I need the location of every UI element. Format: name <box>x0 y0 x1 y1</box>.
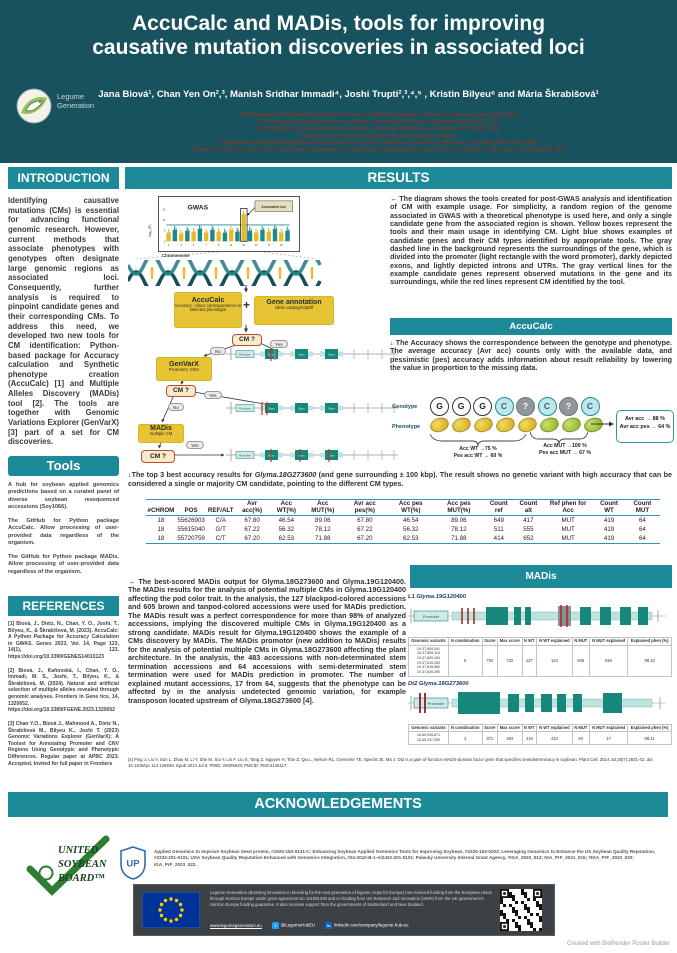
yellow-seed-icon <box>450 415 472 434</box>
accucalc-node <box>174 292 242 328</box>
madis-table-header <box>409 638 672 646</box>
authors-line: Jana Biová¹, Chan Yen On²,³, Manish Sridhar Immadi⁴, Joshi Trupti²,³,⁴,⁵ , Kristin Bilyeu⁶ and Mária Škrabišová¹ <box>98 89 599 100</box>
table-cell: 605 <box>572 645 589 676</box>
usb-text: BOARD™ <box>58 873 105 884</box>
table-cell: 67.20 <box>357 535 373 542</box>
madis-table-header <box>409 724 672 732</box>
col-header: Ref phen for Acc <box>549 500 587 514</box>
genotype-allele: C <box>538 397 557 416</box>
table-cell: 64 <box>638 526 646 533</box>
table-cell: 67.22 <box>357 526 373 533</box>
qr-code <box>500 889 542 931</box>
table-cell: 71.88 <box>315 535 331 542</box>
promoter-label: Promoter <box>427 700 445 706</box>
twitter-handle[interactable] <box>272 922 315 929</box>
list-item: 5 Department of Health Management and Informatics, School of Medicine, University of Missouri, Columbia, MO, 65212, USA <box>219 139 538 146</box>
linkedin-text: linkedin.com/company/legume-hub-eu <box>334 922 409 928</box>
col-header: Explained phen (%) <box>628 638 672 646</box>
col-header: N combination <box>448 638 482 646</box>
table-cell: 419 <box>603 526 615 533</box>
table-cell: 78.12 <box>451 526 467 533</box>
acknowledgements-text: Applied Genomics to Improve Soybean Seed protein, #1920-152-0131-C; Enhancing Soybean Applied Genomics Tools for Improving Soybean, #2220-152-0202; Leveraging Genomics to Enhance the US Soybean Quality Reputation, #2232-201-0101; USA Soybean Quality Reputation Enhanced with Genomics Integration, #24-2010-B-1-A/2432-201-0101; Palacký University Internal Grant Agency, #IGA_2020_013; IGA_PrF_2021_015; #IGA_PrF_2022_020; IGA_PrF_2023_022. <box>154 849 656 867</box>
gene-model-dt2 <box>408 688 672 718</box>
phenotype-row-label: Phenotype <box>392 424 421 430</box>
col-header: Count MUT <box>633 500 652 514</box>
list-item: A hub for soybean applied genomics predictions based on a curated panel of diverse soybean resequenced accessions (Soy1066). <box>8 482 119 510</box>
table-cell: 56.32 <box>403 526 419 533</box>
list-item: 19-37,809,119 <box>417 651 440 656</box>
table-cell: MUT <box>561 535 575 542</box>
table-cell: MUT <box>561 517 575 524</box>
tools-heading: Tools <box>8 456 119 476</box>
col-header: N MUT explained <box>589 724 627 732</box>
genomic-variants-cell <box>409 732 449 744</box>
accucalc-node-subtitle: Accuracy - direct correspondence to selected phenotype <box>174 303 242 313</box>
list-item: 3 MU Data Science and Informatics Institute, University of Missouri, Columbia, MO, 65212, USA <box>257 125 500 132</box>
table-row <box>146 534 660 544</box>
results-intro-text: ← The diagram shows the tools created for post-GWAS analysis and identification of CM with example usage. For simplicity, a random region of the genome associated in GWAS with a theoretical phenotype is used here, and only a single candidate gene from the associated region is shown. Yellow boxes represent the tools and their main usage in identifying CM. Light blue shows examples of candidate genes and their CM types identified by appropriate tools. The gray dashed line in the background represents the surroundings of the gene, which is divided into the promoter (light rectangle with the word promoter), darkly depicted exons, and lightly depicted introns and UTRs. The gray vertical lines for the example candidate genes represent observed mutations in the gene and its surroundings, while the red lines represent CM identified by the tool. <box>390 194 672 287</box>
figure-arrow <box>591 420 615 428</box>
table-cell: 17 <box>589 732 627 744</box>
x-tick: 19 <box>279 243 283 247</box>
accucalc-section-heading: AccuCalc <box>390 318 672 335</box>
yes-branch-label: Yes <box>186 441 204 449</box>
table-cell: 46.54 <box>403 517 419 524</box>
usb-text: UNITED <box>58 845 99 856</box>
table-row <box>146 525 660 534</box>
table-cell: 67.80 <box>244 517 260 524</box>
promoter-label: Promoter <box>422 613 440 619</box>
madis-figures <box>408 593 672 749</box>
madis-node <box>138 424 184 443</box>
reference-footnote: [4] Ping J, Liu Y, Sun L, Zhao M, Li Y, She M, Sui Y, Lin F, Liu X, Tang Z, Nguyen H, Tian Z, Qiu L, Nelson RL, Clemente TE, Specht JE, Ma J. Dt2 is a gain-of-function MADS-domain factor gene that specifies semideterminacy in soybean. Plant Cell. 2014 Jul;26(7):2831-42. doi: 10.1105/tpc.114.126938. Epub 2014 Jul 8. PMID: 25005919; PMCID: PMC4145117. <box>128 757 654 768</box>
table-cell: 46.54 <box>278 517 295 524</box>
list-item: 19-37,809,091 <box>416 646 441 651</box>
genotype-allele: C <box>581 397 600 416</box>
col-header: Acc pes WT(%) <box>398 500 423 514</box>
col-header: REF/ALT <box>207 506 234 514</box>
col-header: #CHROM <box>147 506 175 514</box>
table-cell: 594 <box>589 645 627 676</box>
y-tick: 10 <box>162 219 166 223</box>
col-header: Genomic variants <box>409 638 449 646</box>
table-cell: 88.41 <box>628 732 672 744</box>
x-tick: 15 <box>254 243 258 247</box>
table-cell: 67.80 <box>357 517 373 524</box>
table-cell: 67.20 <box>244 535 260 542</box>
twitter-icon: t <box>272 922 279 929</box>
genotype-allele: C <box>495 397 514 416</box>
table-cell: C/T <box>215 535 226 542</box>
col-header: POS <box>184 506 198 514</box>
col-header: Count alt <box>519 500 538 514</box>
affiliations <box>130 112 627 153</box>
table-cell: 419 <box>603 535 615 542</box>
genvarx-subtitle: Promoter; CNV <box>168 367 200 372</box>
table-cell: 71.88 <box>451 535 467 542</box>
col-header: Avr acc pes(%) <box>353 500 376 514</box>
gene-figure-label: L1 Glyma.19G120400 <box>408 594 467 600</box>
list-item: 19-37,819,283 <box>416 660 441 665</box>
list-item: [3] Chan Y.O., Biová J., Mahmood A., Dietz N., Škrabišová M., Bilyeu K., Joshi T. (2023) Genomic Variations Explorer (GenVarX): A Toolset for Annotating Promoter and CNV Regions Using Genotypic and Phenotypic Differences. Regular paper at APBC 2023. Accepted. Invited for full paper in Frontiers <box>8 720 119 767</box>
table-cell: 704 <box>482 645 497 676</box>
table-cell: 511 <box>493 526 504 533</box>
col-header: N MUT explained <box>589 638 627 646</box>
table-cell: C/A <box>215 517 226 524</box>
table-cell: 410 <box>536 732 572 744</box>
table-cell: 732 <box>497 645 522 676</box>
acc-wt-value: Acc WT →75 % <box>459 446 497 452</box>
accucalc-node-title: AccuCalc <box>191 295 225 304</box>
table-cell: 62.53 <box>403 535 419 542</box>
yellow-seed-icon <box>428 415 450 434</box>
col-header: Count WT <box>600 500 618 514</box>
up-monogram: UP <box>126 858 140 870</box>
x-tick: 11 <box>229 243 233 247</box>
palacky-university-logo <box>120 846 146 880</box>
footer-links <box>210 922 408 929</box>
x-tick: 5 <box>192 243 195 247</box>
cm-question-box-1: CM ? <box>232 334 262 346</box>
table-cell: 652 <box>523 535 534 542</box>
col-header: N WT <box>522 638 536 646</box>
table-cell: 62.53 <box>278 535 295 542</box>
col-header: Max score <box>497 724 522 732</box>
table-cell: 18 <box>157 517 165 524</box>
table-row <box>409 732 672 744</box>
col-header: Explained phen (%) <box>628 724 672 732</box>
legume-generation-logo-text <box>57 93 94 110</box>
genotype-row-label: Genotype <box>392 404 418 410</box>
table-cell: 6 <box>448 645 482 676</box>
list-item: The GitHub for Python package AccuCalc. Allow processing of user-provided data regardless of the organism. <box>8 518 119 546</box>
introduction-body: Identifying causative mutations (CMs) is essential for advancing functional genomic research. However, current methods that associate phenotypes with genotypes often designate large genomic regions as associated loci. Consequently, further analysis is required to pinpoint candidate genes and their corresponding CMs. To address this need, we developed two new tools for CM identification: Python-based package for Accuracy calculation and Synthetic phenotype creation (AccuCalc) [1] and Multiple Alleles Discovery (MADis) tool [2]. The tools are together with Genomic Variations Explorer (GenVarX) [3] part of a set for CM discoveries. <box>8 196 119 447</box>
plus-sign: + <box>243 298 251 312</box>
yellow-seed-icon <box>472 415 494 434</box>
table-cell: 124 <box>536 645 572 676</box>
pes-acc-mut-value: Pes acc MUT → 67 % <box>539 450 591 457</box>
top3-accuracy-caption <box>128 471 672 488</box>
no-branch-label: No <box>168 403 184 411</box>
table-cell: 419 <box>522 732 536 744</box>
madis-section-heading: MADis <box>410 565 672 588</box>
gene-annotation-node <box>254 296 334 325</box>
col-header: N WT explained <box>536 638 572 646</box>
results-heading: RESULTS <box>125 167 672 189</box>
gene-annotation-title: Gene annotation <box>266 299 322 306</box>
list-item: 4 Department of Electrical Engineering and Computer Science <box>298 132 459 139</box>
y-tick: 0 <box>164 240 166 244</box>
col-header: N WT <box>522 724 536 732</box>
accuracy-figure <box>390 394 672 472</box>
table-cell: 64 <box>638 517 646 524</box>
x-tick: 7 <box>205 243 207 247</box>
table-cell: 56.32 <box>278 526 295 533</box>
manhattan-bars <box>166 209 289 247</box>
mut-accuracy-labels <box>528 443 602 457</box>
gwas-manhattan-plot <box>158 196 300 252</box>
linkedin-icon: in <box>326 923 331 928</box>
list-item: The GitHub for Python package MADis. Allow processing of user-provided data regardless of the organism. <box>8 554 119 575</box>
col-header: N MUT <box>572 724 589 732</box>
madis-node-title: MADis <box>150 425 172 432</box>
gene-model-accucalc <box>226 348 398 360</box>
table-cell: 127 <box>522 645 536 676</box>
dna-helix-icon <box>128 260 324 286</box>
list-item: 6 Plant Genetics Research Unit, United States Department of Agriculture-Agricultural Research Service, University of Missouri, Columbia MO, USA <box>190 146 567 153</box>
no-branch-label: No <box>210 347 226 355</box>
gene-name: Glyma.18G273600 <box>254 470 317 479</box>
list-item: 19-37,809,160 <box>416 656 441 661</box>
tools-body <box>8 482 119 583</box>
gwas-title: GWAS <box>187 204 209 212</box>
madis-description: → The best-scored MADis output for Glyma.18G273600 and Glyma.19G120400. The MADis results for the analysis of potential multiple CMs in Glyma.19G120400 affecting the pod color trait. In the analysis, the 127 blackpod-colored accessions and 605 brown and tanpod-colored accessions were used for MADis prediction. The MADis result was a perfect correspondence for more than 98% of analyzed accessions, implying the discovered multiple CMs in Glyma.19G120400 as a strong candidate. MADis result for Glyma.19G120400 shows the example of a CMs discovery by MADis. The MADis promotor (new addition to MADis) results for the analysis of potential multiple CMs in Glyma.18G273600 affecting the plant architecture. In the analysis, the 483 accessions with non-determinated stem termination accessions and 64 accessions with semi-determinated stem termination were used for MADis prediction in promoter. The number of explained mutant accessions, 17 from 64, suggests that the phenotype can be affected by in the analysis undetected genomic variation, for example transposon located upstream of Glyma.18G273600 [4]. <box>128 577 406 705</box>
table-row <box>409 645 672 676</box>
genotype-allele: G <box>452 397 471 416</box>
phenotype-row <box>430 418 603 432</box>
acc-mut-value: Acc MUT →100 % <box>543 443 587 449</box>
gwas-x-axis-label: Chromosome <box>162 253 190 258</box>
col-header: Avr acc(%) <box>242 500 263 514</box>
gene-model-madis <box>226 449 398 461</box>
caption-text: (and gene surrounding ± 100 kbp). The result shows no genetic variant with high accuracy that can be considered a single or majority CM candidate, pointing to the different CM types. <box>128 470 672 488</box>
funding-statement: Legume Generation (Boosting innovation in breeding for the next generation of legume crops for Europe) has received funding from the European Union through Horizon Europe under grant agreement No 101081329 and co-funding from UK Research and Innovation (UKRI) from the UK government's Horizon Europe funding guarantee. It also receives support from the governments of Switzerland and New Zealand. <box>210 890 492 908</box>
gene-model-l1 <box>408 601 672 631</box>
table-cell: 64 <box>572 732 589 744</box>
accucalc-description: ↓ The Accuracy shows the correspondence between the genotype and phenotype. The average accuracy (Avr acc) counts only with the available data, and pessimistic (pes) accuracy adds information about result reliability by lowering the value in proportion to the missing data. <box>390 338 672 373</box>
references-body <box>8 621 119 774</box>
table-cell: 55626903 <box>177 517 205 524</box>
list-item: 19-37,819,390 <box>416 670 441 675</box>
x-tick: 9 <box>217 243 220 247</box>
united-soybean-board-logo <box>22 831 114 901</box>
genotype-row <box>430 397 600 416</box>
references-heading: REFERENCES <box>8 596 119 616</box>
website-link[interactable]: www.legumegeneration.eu <box>210 923 262 928</box>
avr-acc-pes-value: Avr acc pes → 64 % <box>619 424 671 431</box>
col-header: Score <box>482 638 497 646</box>
col-header: Acc WT(%) <box>276 500 296 514</box>
col-header: Score <box>482 724 497 732</box>
table-cell: 417 <box>523 517 534 524</box>
genotype-allele: G <box>473 397 492 416</box>
genvarx-node <box>156 357 212 381</box>
y-tick: 5 <box>164 229 166 233</box>
table-cell: 55615040 <box>177 526 205 533</box>
genotype-allele-missing: ? <box>559 397 578 416</box>
madis-node-subtitle: multiple CM <box>149 431 173 436</box>
table-cell: 89.06 <box>315 517 331 524</box>
accuracy-results-table <box>146 499 660 544</box>
x-tick: 17 <box>267 243 271 247</box>
cm-question-box-3: CM ? <box>141 450 175 463</box>
table-cell: 55720759 <box>177 535 205 542</box>
table-cell: 18 <box>157 535 165 542</box>
accuracy-table-body <box>146 516 660 544</box>
col-header: Acc MUT(%) <box>311 500 335 514</box>
madis-table-dt2 <box>408 724 672 745</box>
logo-line1: Legume <box>57 92 85 101</box>
gwas-y-axis-label: -log₁₀(P) <box>148 224 152 238</box>
table-cell: 64 <box>638 535 646 542</box>
table-cell: 649 <box>493 517 504 524</box>
genotype-allele: G <box>430 397 449 416</box>
table-cell: 78.12 <box>315 526 331 533</box>
list-item: [1] Biová, J., Dietz, N., Chan, Y. O., Joshi, T., Bilyeu, K., & Škrabišová, M. (2023). AccuCalc: A Python Package for Accuracy Calculation in GWAS. Genes 2023, Vol. 14, Page 123, 14(1), 123. https://doi.org/10.3390/GENES14010123 <box>8 621 119 661</box>
introduction-heading: INTRODUCTION <box>8 167 119 189</box>
table-cell: MUT <box>561 526 575 533</box>
col-header: N MUT <box>572 638 589 646</box>
logo-line2: Generation <box>57 100 95 110</box>
madis-table-l1 <box>408 637 672 677</box>
table-cell: 67.22 <box>244 526 260 533</box>
col-header: Genomic variants <box>409 724 449 732</box>
list-item: 18-55,937,359 <box>416 738 441 743</box>
legume-generation-logo-icon <box>16 88 52 124</box>
twitter-text: @LegumeHubEU <box>280 922 316 928</box>
caption-text: ↓The top 3 best accuracy results for <box>128 470 255 479</box>
col-header: N combination <box>448 724 482 732</box>
yellow-seed-icon <box>494 415 516 434</box>
cm-question-box-2: CM ? <box>166 385 196 397</box>
associated-loci-label: Associated loci <box>261 204 287 209</box>
table-cell: 483 <box>497 732 522 744</box>
gene-model-genvarx <box>226 402 398 414</box>
footer-funding-bar <box>133 884 555 936</box>
list-item: 18-55,935,671 <box>416 733 441 738</box>
table-cell: 371 <box>482 732 497 744</box>
table-cell: 98.10 <box>628 645 672 676</box>
wt-accuracy-labels <box>414 446 542 460</box>
gene-annotation-subtitle: Allele catalog/SnpEff <box>274 305 314 310</box>
col-header: Count ref <box>489 500 508 514</box>
col-header: N WT explained <box>536 724 572 732</box>
avr-acc-value: Avr acc → 88 % <box>625 416 665 422</box>
list-item: 19-37,819,382 <box>416 665 441 670</box>
gene-figure-label: Dt2 Glyma.18G273600 <box>408 680 469 687</box>
biorender-credit: Created with BioRender Poster Builder <box>566 941 670 947</box>
average-accuracy-box <box>616 410 674 443</box>
table-row <box>146 516 660 526</box>
table-cell: 2 <box>448 732 482 744</box>
wt-brace <box>430 433 526 447</box>
table-cell: 419 <box>603 517 615 524</box>
table-cell: 555 <box>523 526 534 533</box>
table-cell: G/T <box>215 526 226 533</box>
table-cell: 414 <box>493 535 504 542</box>
header-banner <box>0 0 677 163</box>
x-tick: 13 <box>242 243 246 247</box>
yes-branch-label: Yes <box>204 391 222 399</box>
genotype-allele-missing: ? <box>516 397 535 416</box>
usb-text: SOYBEAN <box>58 859 107 870</box>
table-cell: 18 <box>157 526 165 533</box>
poster-title: AccuCalc and MADis, tools for improving causative mutation discoveries in associated loci <box>92 12 585 59</box>
yes-branch-label: Yes <box>270 340 288 348</box>
acknowledgements-heading: ACKNOWLEDGEMENTS <box>8 792 668 817</box>
linkedin-link[interactable] <box>325 922 408 929</box>
list-item: 2 Christopher S. Bond Life Sciences Center, University of Missouri, Columbia, MO, 65212, USA <box>257 118 500 125</box>
pes-acc-wt-value: Pes acc WT → 60 % <box>453 453 503 460</box>
genomic-variants-cell <box>409 645 449 676</box>
table-cell: 89.06 <box>451 517 467 524</box>
y-tick: 15 <box>162 208 166 212</box>
flowchart-connectors: Promoter <box>128 194 402 490</box>
accuracy-table-header <box>146 500 660 516</box>
list-item: 1 Department of Biochemistry, Faculty of Science, Palacký University in Olomouc, Olomouc, Czech Republic <box>239 112 518 118</box>
col-header: Max score <box>497 638 522 646</box>
genvarx-title: GenVarX <box>169 359 199 368</box>
tools-flowchart <box>128 194 402 490</box>
x-tick: 3 <box>180 243 182 247</box>
x-tick: 1 <box>167 243 170 247</box>
list-item: [2] Biová, J., Kaňovská, I., Chan, Y. O., Immadi, M. S., Joshi, T., Bilyeu, K., & Škrabišová, M. (2024). Natural and artificial selection of multiple alleles revealed through genomic analyses. Frontiers in Gene tics, 14, 1320652. https://doi.org/10.3389/FGENE.2023.1320652 <box>8 667 119 714</box>
eu-flag-icon <box>142 892 200 928</box>
col-header: Acc pes MUT(%) <box>446 500 471 514</box>
